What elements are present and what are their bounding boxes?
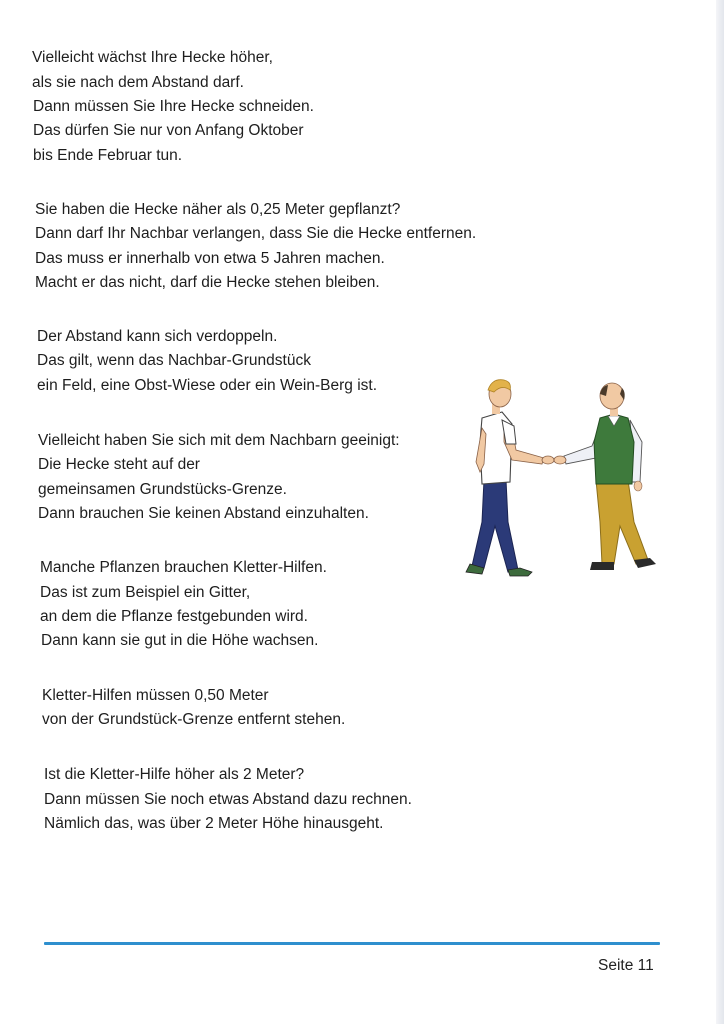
text-line: Manche Pflanzen brauchen Kletter-Hilfen. <box>40 559 327 576</box>
text-line: Ist die Kletter-Hilfe höher als 2 Meter? <box>44 766 305 783</box>
text-line: ein Feld, eine Obst-Wiese oder ein Wein-Berg ist. <box>37 377 378 394</box>
text-line: Die Hecke steht auf der <box>38 456 200 473</box>
text-line: Der Abstand kann sich verdoppeln. <box>37 328 278 345</box>
text-line: bis Ende Februar tun. <box>33 147 183 164</box>
man-right <box>554 383 656 570</box>
text-line: Dann kann sie gut in die Höhe wachsen. <box>41 632 319 649</box>
text-line: Das ist zum Beispiel ein Gitter, <box>40 584 251 601</box>
handshake-illustration-icon <box>462 372 662 582</box>
text-line: Nämlich das, was über 2 Meter Höhe hinausgeht. <box>44 815 384 832</box>
text-line: Dann müssen Sie noch etwas Abstand dazu rechnen. <box>44 791 412 808</box>
text-line: von der Grundstück-Grenze entfernt stehen. <box>42 711 346 728</box>
text-line: gemeinsamen Grundstücks-Grenze. <box>38 481 287 498</box>
footer-rule <box>44 942 660 945</box>
text-line: Das dürfen Sie nur von Anfang Oktober <box>33 122 304 139</box>
text-line: Vielleicht wächst Ihre Hecke höher, <box>32 49 273 66</box>
text-line: Kletter-Hilfen müssen 0,50 Meter <box>42 687 269 704</box>
text-line: Macht er das nicht, darf die Hecke stehen bleiben. <box>35 274 380 291</box>
text-line: an dem die Pflanze festgebunden wird. <box>40 608 308 625</box>
text-line: als sie nach dem Abstand darf. <box>32 74 244 91</box>
text-line: Dann darf Ihr Nachbar verlangen, dass Sie die Hecke entfernen. <box>35 225 477 242</box>
man-left <box>466 380 554 576</box>
text-line: Dann brauchen Sie keinen Abstand einzuhalten. <box>38 505 369 522</box>
text-line: Das muss er innerhalb von etwa 5 Jahren machen. <box>35 250 385 267</box>
text-line: Sie haben die Hecke näher als 0,25 Meter gepflanzt? <box>35 201 401 218</box>
page-number: Seite 11 <box>598 957 654 974</box>
text-line: Vielleicht haben Sie sich mit dem Nachbarn geeinigt: <box>38 432 400 449</box>
text-line: Das gilt, wenn das Nachbar-Grundstück <box>37 352 311 369</box>
text-line: Dann müssen Sie Ihre Hecke schneiden. <box>33 98 314 115</box>
